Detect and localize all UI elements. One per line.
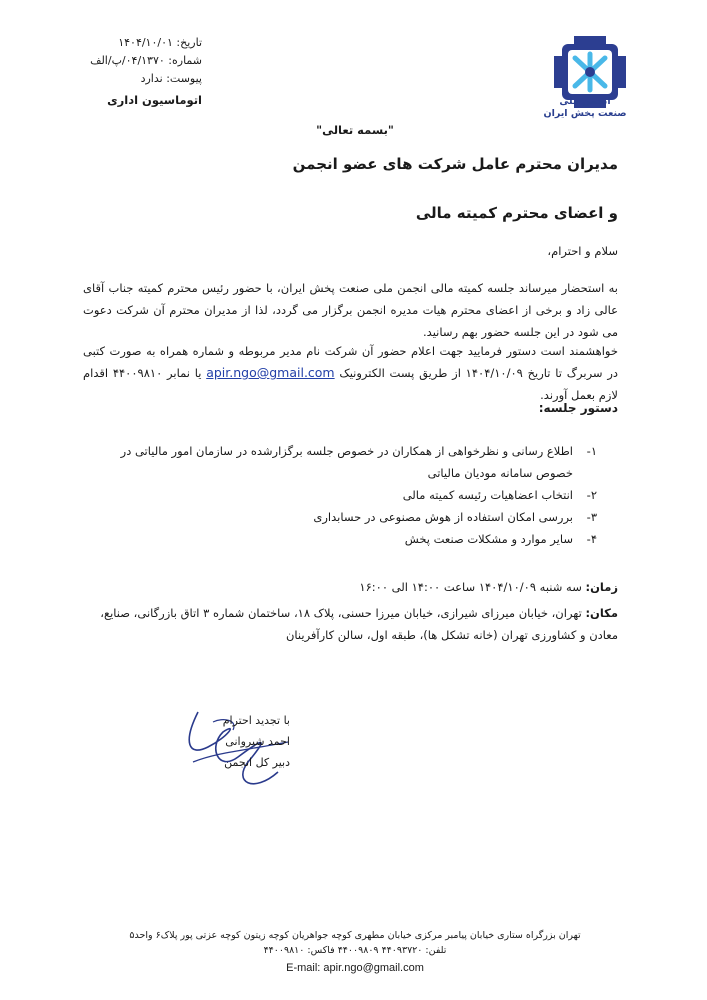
attachment-value: ندارد xyxy=(140,72,163,85)
logo-line-1: انجمن ملی xyxy=(559,96,611,107)
date-value: ۱۴۰۴/۱۰/۰۱ xyxy=(118,36,173,49)
date-line xyxy=(62,34,202,52)
agenda-item-text: سایر موارد و مشکلات صنعت پخش xyxy=(404,532,573,546)
place-value: تهران، خیابان میرزای شیرازی، خیابان میرزا حسنی، پلاک ۱۸، ساختمان شماره ۳ اتاق بازرگانی، صنایع، معادن و کشاورزی تهران (خانه تشکل ها)، طبقه اول، سالن کارآفرینان xyxy=(100,606,618,642)
attachment-line xyxy=(62,70,202,88)
agenda-item xyxy=(92,506,597,528)
bismillah-heading: "بسمه تعالی" xyxy=(316,123,394,137)
date-label: تاریخ: xyxy=(176,36,202,49)
addressee-line-1: مدیران محترم عامل شرکت های عضو انجمن xyxy=(292,155,618,173)
meeting-place xyxy=(83,602,618,646)
footer-phones: تلفن: ۴۴۰۹۳۷۲۰ ۴۴۰۰۹۸۰۹ فاکس: ۴۴۰۰۹۸۱۰ xyxy=(263,945,447,956)
number-label: شماره: xyxy=(168,54,202,67)
paragraph-2-end: یا نمابر ۴۴۰۰۹۸۱۰ اقدام لازم بعمل آورند. xyxy=(83,366,618,402)
attachment-label: پیوست: xyxy=(166,72,202,85)
agenda-item-number: ۳- xyxy=(586,510,597,524)
agenda-item-text: اطلاع رسانی و نظرخواهی از همکاران در خصوص جلسه برگزارشده در سازمان امور مالیاتی در خصوص سامانه مودیان مالیاتی xyxy=(120,444,573,480)
agenda-item-text: انتخاب اعضاهیات رئیسه کمیته مالی xyxy=(402,488,573,502)
signer-name: احمد شیروانی xyxy=(225,735,290,748)
place-label: مکان: xyxy=(585,606,618,620)
signature-block xyxy=(200,710,290,773)
agenda-item xyxy=(92,440,597,484)
agenda-item-number: ۴- xyxy=(586,532,597,546)
logo-caption xyxy=(540,96,630,120)
contact-email-link[interactable]: apir.ngo@gmail.com xyxy=(206,365,335,380)
body-paragraph-1: به استحضار میرساند جلسه کمیته مالی انجمن ملی صنعت پخش ایران، با حضور رئیس محترم کمیته جناب آقای عالی زاد و برخی از اعضای محترم هیات مدیره انجمن برگزار می گردد، لذا از مدیران محترم آن شرکت دعوت می شود در این جلسه حضور بهم رسانید. xyxy=(83,281,618,339)
addressee-line-2: و اعضای محترم کمیته مالی xyxy=(415,204,618,222)
time-value: سه شنبه ۱۴۰۴/۱۰/۰۹ ساعت ۱۴:۰۰ الی ۱۶:۰۰ xyxy=(359,580,582,594)
time-label: زمان: xyxy=(585,580,618,594)
agenda-title: دستور جلسه: xyxy=(538,401,618,415)
meeting-time xyxy=(359,580,618,594)
footer-address: تهران بزرگراه ستاری خیابان پیامبر مرکزی خیابان مطهری کوچه جواهریان کوچه زیتون کوچه عزتی پور پلاک۶ واحد۵ xyxy=(129,930,581,941)
agenda-item-number: ۱- xyxy=(586,444,597,458)
number-line xyxy=(62,52,202,70)
letter-meta xyxy=(62,34,202,109)
agenda-list xyxy=(92,440,597,550)
agenda-item-number: ۲- xyxy=(586,488,597,502)
paragraph-2-start: خواهشمند است دستور فرمایید جهت اعلام حضور آن شرکت نام مدیر مربوطه و شماره همراه به صورت کتبی در سربرگ تا تاریخ ۱۴۰۴/۱۰/۰۹ از طریق پست الکترونیک xyxy=(83,344,619,380)
agenda-item-text: بررسی امکان استفاده از هوش مصنوعی در حسابداری xyxy=(313,510,573,524)
signer-title: دبیر کل انجمن xyxy=(224,756,290,769)
logo-line-2: صنعت پخش ایران xyxy=(543,108,627,119)
body-paragraph-2 xyxy=(83,340,618,406)
agenda-item xyxy=(92,484,597,506)
closing-phrase: با تجدید احترام xyxy=(222,714,290,727)
footer-contact xyxy=(120,928,590,958)
salutation: سلام و احترام، xyxy=(547,244,618,258)
number-value: ۰۴/۱۳۷۰/پ/الف xyxy=(90,54,165,67)
office-automation-label: اتوماسیون اداری xyxy=(107,93,202,107)
agenda-item xyxy=(92,528,597,550)
footer-email[interactable]: E-mail: apir.ngo@gmail.com xyxy=(286,962,424,974)
